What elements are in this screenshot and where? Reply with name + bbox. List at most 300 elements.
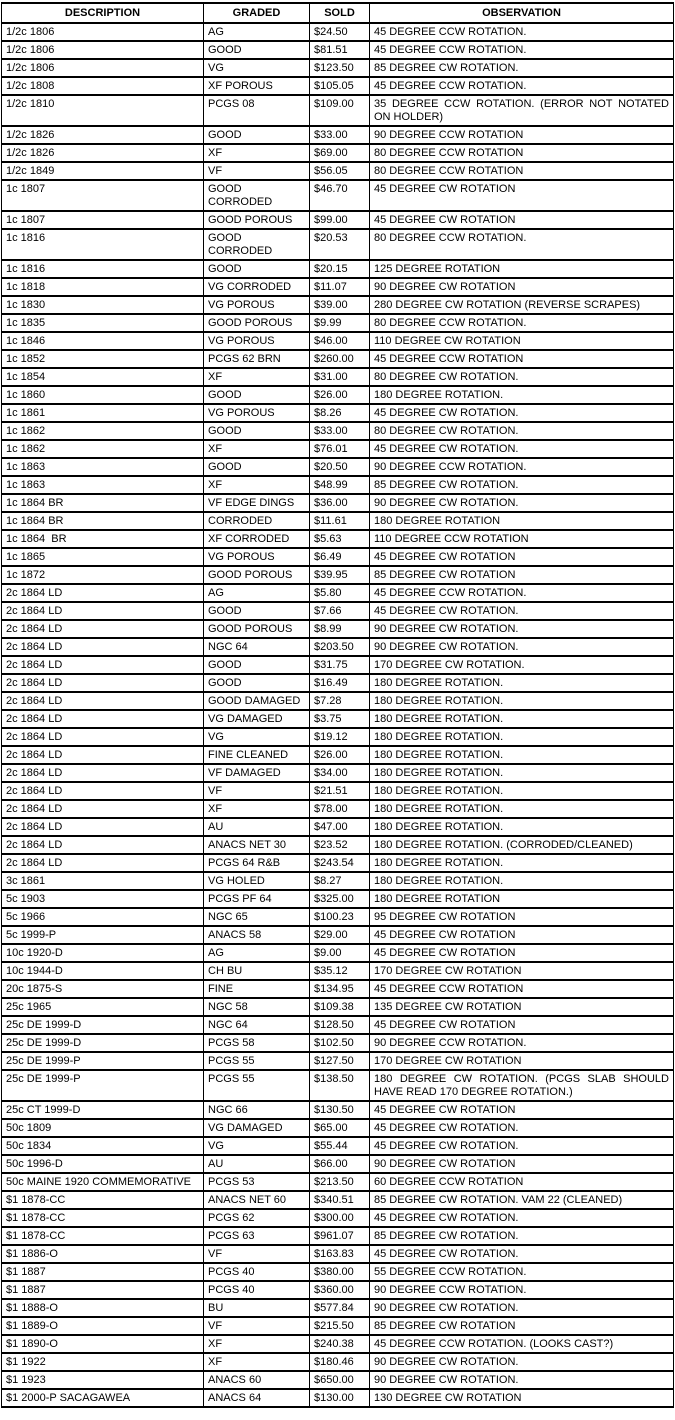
graded-cell: FINE CLEANED xyxy=(204,746,310,764)
sold-cell: $16.49 xyxy=(310,674,370,692)
observation-cell: 180 DEGREE ROTATION. xyxy=(370,872,674,890)
sold-cell: $215.50 xyxy=(310,1317,370,1335)
graded-cell: ANACS 58 xyxy=(204,926,310,944)
description-cell: 2c 1864 LD xyxy=(2,818,204,836)
graded-cell: VF EDGE DINGS xyxy=(204,494,310,512)
graded-cell: GOOD xyxy=(204,422,310,440)
description-cell: 5c 1966 xyxy=(2,908,204,926)
table-row xyxy=(2,1209,674,1227)
table-row xyxy=(2,1155,674,1173)
description-cell: $1 1887 xyxy=(2,1281,204,1299)
table-row xyxy=(2,211,674,229)
graded-cell: XF xyxy=(204,440,310,458)
table-row xyxy=(2,1263,674,1281)
observation-cell: 180 DEGREE ROTATION. (CORRODED/CLEANED) xyxy=(370,836,674,854)
table-row xyxy=(2,162,674,180)
sold-cell: $31.75 xyxy=(310,656,370,674)
graded-cell: GOOD CORRODED xyxy=(204,229,310,260)
sold-cell: $9.99 xyxy=(310,314,370,332)
graded-cell: GOOD xyxy=(204,674,310,692)
description-cell: 2c 1864 LD xyxy=(2,584,204,602)
table-row xyxy=(2,728,674,746)
observation-cell: 45 DEGREE CW ROTATION xyxy=(370,944,674,962)
description-cell: 1c 1830 xyxy=(2,296,204,314)
graded-cell: AG xyxy=(204,944,310,962)
table-row xyxy=(2,1034,674,1052)
description-cell: 1c 1852 xyxy=(2,350,204,368)
observation-cell: 85 DEGREE CW ROTATION. xyxy=(370,476,674,494)
observation-cell: 90 DEGREE CW ROTATION xyxy=(370,278,674,296)
description-cell: 1/2c 1806 xyxy=(2,41,204,59)
sold-cell: $47.00 xyxy=(310,818,370,836)
description-cell: $1 1888-O xyxy=(2,1299,204,1317)
sold-cell: $46.70 xyxy=(310,180,370,211)
graded-cell: GOOD xyxy=(204,126,310,144)
table-row xyxy=(2,296,674,314)
table-row xyxy=(2,530,674,548)
graded-cell: VG POROUS xyxy=(204,404,310,422)
graded-cell: VG DAMAGED xyxy=(204,710,310,728)
graded-cell: GOOD POROUS xyxy=(204,620,310,638)
graded-cell: VG HOLED xyxy=(204,872,310,890)
table-row xyxy=(2,278,674,296)
description-cell: 2c 1864 LD xyxy=(2,674,204,692)
sold-cell: $9.00 xyxy=(310,944,370,962)
sold-cell: $39.00 xyxy=(310,296,370,314)
observation-cell: 170 DEGREE CW ROTATION xyxy=(370,962,674,980)
sold-cell: $577.84 xyxy=(310,1299,370,1317)
graded-cell: GOOD POROUS xyxy=(204,566,310,584)
graded-cell: XF xyxy=(204,144,310,162)
table-row xyxy=(2,1070,674,1101)
description-cell: 10c 1944-D xyxy=(2,962,204,980)
table-row xyxy=(2,566,674,584)
graded-cell: NGC 58 xyxy=(204,998,310,1016)
description-cell: 1c 1818 xyxy=(2,278,204,296)
table-row xyxy=(2,836,674,854)
observation-cell: 95 DEGREE CW ROTATION xyxy=(370,908,674,926)
observation-cell: 45 DEGREE CCW ROTATION xyxy=(370,980,674,998)
observation-cell: 80 DEGREE CCW ROTATION. xyxy=(370,229,674,260)
sold-cell: $109.38 xyxy=(310,998,370,1016)
graded-cell: VG POROUS xyxy=(204,332,310,350)
observation-cell: 135 DEGREE CW ROTATION xyxy=(370,998,674,1016)
graded-cell: PCGS 62 xyxy=(204,1209,310,1227)
graded-cell: PCGS 08 xyxy=(204,95,310,126)
description-cell: 1c 1862 xyxy=(2,440,204,458)
graded-cell: XF xyxy=(204,800,310,818)
table-row xyxy=(2,1353,674,1371)
sold-cell: $127.50 xyxy=(310,1052,370,1070)
description-cell: 1c 1807 xyxy=(2,180,204,211)
description-cell: 1/2c 1826 xyxy=(2,144,204,162)
sold-cell: $100.23 xyxy=(310,908,370,926)
sold-cell: $99.00 xyxy=(310,211,370,229)
sold-cell: $11.07 xyxy=(310,278,370,296)
observation-cell: 170 DEGREE CW ROTATION xyxy=(370,1052,674,1070)
coin-rotation-sales-table xyxy=(1,2,674,1408)
sold-cell: $20.53 xyxy=(310,229,370,260)
observation-cell: 45 DEGREE CW ROTATION. xyxy=(370,1245,674,1263)
sold-cell: $26.00 xyxy=(310,746,370,764)
graded-cell: PCGS PF 64 xyxy=(204,890,310,908)
table-row xyxy=(2,314,674,332)
observation-cell: 90 DEGREE CW ROTATION. xyxy=(370,1299,674,1317)
description-cell: 25c DE 1999-P xyxy=(2,1052,204,1070)
sold-cell: $23.52 xyxy=(310,836,370,854)
description-cell: $1 1923 xyxy=(2,1371,204,1389)
graded-cell: CORRODED xyxy=(204,512,310,530)
description-cell: 1c 1807 xyxy=(2,211,204,229)
table-row xyxy=(2,1173,674,1191)
table-row xyxy=(2,1016,674,1034)
table-row xyxy=(2,746,674,764)
observation-cell: 85 DEGREE CW ROTATION. VAM 22 (CLEANED) xyxy=(370,1191,674,1209)
description-cell: 2c 1864 LD xyxy=(2,854,204,872)
sold-cell: $134.95 xyxy=(310,980,370,998)
graded-cell: XF POROUS xyxy=(204,77,310,95)
sold-cell: $31.00 xyxy=(310,368,370,386)
table-row xyxy=(2,1227,674,1245)
graded-cell: AU xyxy=(204,818,310,836)
table-row xyxy=(2,1335,674,1353)
description-cell: 2c 1864 LD xyxy=(2,602,204,620)
description-cell: 5c 1903 xyxy=(2,890,204,908)
observation-cell: 45 DEGREE CW ROTATION. xyxy=(370,404,674,422)
sold-cell: $48.99 xyxy=(310,476,370,494)
sold-cell: $5.63 xyxy=(310,530,370,548)
observation-cell: 85 DEGREE CW ROTATION xyxy=(370,1317,674,1335)
description-cell: 25c CT 1999-D xyxy=(2,1101,204,1119)
description-cell: 1c 1872 xyxy=(2,566,204,584)
description-cell: 2c 1864 LD xyxy=(2,746,204,764)
sold-cell: $123.50 xyxy=(310,59,370,77)
sold-cell: $130.50 xyxy=(310,1101,370,1119)
table-row xyxy=(2,422,674,440)
observation-cell: 45 DEGREE CW ROTATION xyxy=(370,548,674,566)
table-row xyxy=(2,229,674,260)
observation-cell: 80 DEGREE CCW ROTATION xyxy=(370,144,674,162)
graded-cell: GOOD xyxy=(204,602,310,620)
table-row xyxy=(2,494,674,512)
sold-cell: $213.50 xyxy=(310,1173,370,1191)
sold-cell: $24.50 xyxy=(310,23,370,41)
observation-cell: 125 DEGREE ROTATION xyxy=(370,260,674,278)
observation-cell: 80 DEGREE CW ROTATION. xyxy=(370,368,674,386)
graded-cell: VF DAMAGED xyxy=(204,764,310,782)
table-row xyxy=(2,1137,674,1155)
table-row xyxy=(2,674,674,692)
sold-cell: $180.46 xyxy=(310,1353,370,1371)
sold-cell: $138.50 xyxy=(310,1070,370,1101)
sold-cell: $55.44 xyxy=(310,1137,370,1155)
observation-cell: 80 DEGREE CCW ROTATION. xyxy=(370,314,674,332)
graded-cell: AG xyxy=(204,584,310,602)
description-cell: 1c 1816 xyxy=(2,260,204,278)
observation-cell: 170 DEGREE CW ROTATION. xyxy=(370,656,674,674)
observation-cell: 45 DEGREE CCW ROTATION xyxy=(370,350,674,368)
table-row xyxy=(2,638,674,656)
observation-cell: 45 DEGREE CCW ROTATION. xyxy=(370,77,674,95)
sold-cell: $105.05 xyxy=(310,77,370,95)
table-row xyxy=(2,926,674,944)
description-cell: 5c 1999-P xyxy=(2,926,204,944)
sold-cell: $81.51 xyxy=(310,41,370,59)
table-row xyxy=(2,260,674,278)
graded-cell: PCGS 53 xyxy=(204,1173,310,1191)
table-row xyxy=(2,1389,674,1407)
sold-cell: $78.00 xyxy=(310,800,370,818)
sold-cell: $69.00 xyxy=(310,144,370,162)
observation-cell: 110 DEGREE CCW ROTATION xyxy=(370,530,674,548)
sold-cell: $340.51 xyxy=(310,1191,370,1209)
observation-cell: 90 DEGREE CW ROTATION. xyxy=(370,494,674,512)
description-cell: 2c 1864 LD xyxy=(2,782,204,800)
graded-cell: ANACS 64 xyxy=(204,1389,310,1407)
description-cell: 50c MAINE 1920 COMMEMORATIVE xyxy=(2,1173,204,1191)
graded-cell: GOOD CORRODED xyxy=(204,180,310,211)
description-cell: $1 1878-CC xyxy=(2,1191,204,1209)
sold-cell: $6.49 xyxy=(310,548,370,566)
table-row xyxy=(2,890,674,908)
observation-cell: 45 DEGREE CW ROTATION xyxy=(370,180,674,211)
table-row xyxy=(2,59,674,77)
sold-cell: $203.50 xyxy=(310,638,370,656)
description-cell: 1c 1860 xyxy=(2,386,204,404)
observation-cell: 90 DEGREE CCW ROTATION xyxy=(370,126,674,144)
graded-cell: GOOD xyxy=(204,260,310,278)
observation-cell: 180 DEGREE ROTATION. xyxy=(370,746,674,764)
description-cell: $1 1889-O xyxy=(2,1317,204,1335)
table-row xyxy=(2,1101,674,1119)
sold-cell: $240.38 xyxy=(310,1335,370,1353)
description-cell: $1 1886-O xyxy=(2,1245,204,1263)
graded-cell: VG xyxy=(204,1137,310,1155)
table-row xyxy=(2,77,674,95)
observation-cell: 180 DEGREE ROTATION. xyxy=(370,854,674,872)
sold-cell: $19.12 xyxy=(310,728,370,746)
description-cell: 1c 1846 xyxy=(2,332,204,350)
table-row xyxy=(2,1052,674,1070)
observation-cell: 180 DEGREE ROTATION. xyxy=(370,710,674,728)
graded-cell: GOOD xyxy=(204,386,310,404)
description-cell: 2c 1864 LD xyxy=(2,800,204,818)
observation-cell: 90 DEGREE CCW ROTATION. xyxy=(370,1281,674,1299)
observation-cell: 180 DEGREE ROTATION. xyxy=(370,782,674,800)
sold-cell: $26.00 xyxy=(310,386,370,404)
description-cell: 50c 1996-D xyxy=(2,1155,204,1173)
description-cell: 1/2c 1810 xyxy=(2,95,204,126)
observation-cell: 55 DEGREE CCW ROTATION. xyxy=(370,1263,674,1281)
table-row xyxy=(2,386,674,404)
table-row xyxy=(2,692,674,710)
graded-cell: XF xyxy=(204,1335,310,1353)
graded-cell: FINE xyxy=(204,980,310,998)
observation-cell: 45 DEGREE CCW ROTATION. xyxy=(370,23,674,41)
sold-cell: $29.00 xyxy=(310,926,370,944)
sold-cell: $21.51 xyxy=(310,782,370,800)
sold-cell: $5.80 xyxy=(310,584,370,602)
table-row xyxy=(2,584,674,602)
graded-cell: GOOD xyxy=(204,656,310,674)
graded-cell: GOOD POROUS xyxy=(204,211,310,229)
graded-cell: PCGS 62 BRN xyxy=(204,350,310,368)
graded-cell: XF xyxy=(204,1353,310,1371)
description-cell: 2c 1864 LD xyxy=(2,620,204,638)
graded-cell: PCGS 40 xyxy=(204,1263,310,1281)
sold-cell: $130.00 xyxy=(310,1389,370,1407)
sold-cell: $76.01 xyxy=(310,440,370,458)
graded-cell: XF CORRODED xyxy=(204,530,310,548)
graded-cell: PCGS 55 xyxy=(204,1070,310,1101)
observation-cell: 180 DEGREE ROTATION. xyxy=(370,818,674,836)
graded-cell: VG DAMAGED xyxy=(204,1119,310,1137)
observation-cell: 45 DEGREE CW ROTATION xyxy=(370,926,674,944)
sold-cell: $39.95 xyxy=(310,566,370,584)
table-row xyxy=(2,764,674,782)
graded-cell: AG xyxy=(204,23,310,41)
graded-cell: PCGS 58 xyxy=(204,1034,310,1052)
graded-cell: BU xyxy=(204,1299,310,1317)
description-cell: $1 1878-CC xyxy=(2,1209,204,1227)
observation-cell: 45 DEGREE CCW ROTATION. xyxy=(370,41,674,59)
sold-cell: $46.00 xyxy=(310,332,370,350)
graded-cell: AU xyxy=(204,1155,310,1173)
observation-cell: 90 DEGREE CW ROTATION. xyxy=(370,638,674,656)
graded-cell: ANACS 60 xyxy=(204,1371,310,1389)
sold-cell: $66.00 xyxy=(310,1155,370,1173)
observation-cell: 45 DEGREE CCW ROTATION. xyxy=(370,584,674,602)
table-row xyxy=(2,602,674,620)
table-row xyxy=(2,1371,674,1389)
sold-cell: $360.00 xyxy=(310,1281,370,1299)
sold-cell: $7.66 xyxy=(310,602,370,620)
table-row xyxy=(2,854,674,872)
description-cell: 50c 1834 xyxy=(2,1137,204,1155)
graded-cell: CH BU xyxy=(204,962,310,980)
sold-cell: $20.15 xyxy=(310,260,370,278)
observation-cell: 130 DEGREE CW ROTATION xyxy=(370,1389,674,1407)
observation-cell: 180 DEGREE ROTATION xyxy=(370,890,674,908)
observation-cell: 60 DEGREE CCW ROTATION xyxy=(370,1173,674,1191)
table-row xyxy=(2,95,674,126)
table-row xyxy=(2,656,674,674)
description-cell: 1c 1865 xyxy=(2,548,204,566)
graded-cell: GOOD DAMAGED xyxy=(204,692,310,710)
table-row xyxy=(2,782,674,800)
sold-cell: $7.28 xyxy=(310,692,370,710)
description-cell: 1/2c 1806 xyxy=(2,59,204,77)
description-cell: 2c 1864 LD xyxy=(2,836,204,854)
table-row xyxy=(2,512,674,530)
description-cell: $1 1878-CC xyxy=(2,1227,204,1245)
graded-cell: NGC 64 xyxy=(204,1016,310,1034)
description-cell: 50c 1809 xyxy=(2,1119,204,1137)
sold-cell: $243.54 xyxy=(310,854,370,872)
graded-cell: PCGS 55 xyxy=(204,1052,310,1070)
observation-cell: 180 DEGREE ROTATION. xyxy=(370,386,674,404)
description-cell: $1 1887 xyxy=(2,1263,204,1281)
graded-cell: VG xyxy=(204,59,310,77)
description-cell: 1c 1862 xyxy=(2,422,204,440)
observation-cell: 45 DEGREE CW ROTATION. xyxy=(370,602,674,620)
sold-cell: $33.00 xyxy=(310,422,370,440)
observation-cell: 180 DEGREE ROTATION. xyxy=(370,800,674,818)
table-row xyxy=(2,41,674,59)
sold-cell: $3.75 xyxy=(310,710,370,728)
sold-cell: $109.00 xyxy=(310,95,370,126)
graded-cell: GOOD POROUS xyxy=(204,314,310,332)
graded-cell: NGC 64 xyxy=(204,638,310,656)
sold-cell: $8.27 xyxy=(310,872,370,890)
table-row xyxy=(2,908,674,926)
table-row xyxy=(2,944,674,962)
graded-cell: PCGS 64 R&B xyxy=(204,854,310,872)
observation-cell: 110 DEGREE CW ROTATION xyxy=(370,332,674,350)
description-cell: 1c 1864 BR xyxy=(2,512,204,530)
description-cell: $1 1890-O xyxy=(2,1335,204,1353)
observation-cell: 85 DEGREE CW ROTATION. xyxy=(370,1227,674,1245)
table-body xyxy=(2,23,674,1407)
observation-cell: 90 DEGREE CW ROTATION xyxy=(370,1155,674,1173)
observation-cell: 45 DEGREE CW ROTATION xyxy=(370,1101,674,1119)
graded-cell: GOOD xyxy=(204,41,310,59)
table-row xyxy=(2,1245,674,1263)
description-cell: 1c 1864 BR xyxy=(2,530,204,548)
description-cell: $1 2000-P SACAGAWEA xyxy=(2,1389,204,1407)
observation-cell: 180 DEGREE ROTATION. xyxy=(370,692,674,710)
table-row xyxy=(2,404,674,422)
table-row xyxy=(2,126,674,144)
graded-cell: PCGS 40 xyxy=(204,1281,310,1299)
graded-cell: ANACS NET 30 xyxy=(204,836,310,854)
graded-cell: XF xyxy=(204,368,310,386)
graded-cell: VG xyxy=(204,728,310,746)
table-row xyxy=(2,1317,674,1335)
observation-cell: 80 DEGREE CCW ROTATION xyxy=(370,162,674,180)
table-row xyxy=(2,458,674,476)
sold-cell: $650.00 xyxy=(310,1371,370,1389)
description-cell: 1c 1861 xyxy=(2,404,204,422)
table-row xyxy=(2,180,674,211)
table-row xyxy=(2,980,674,998)
sold-cell: $163.83 xyxy=(310,1245,370,1263)
description-cell: 1c 1863 xyxy=(2,458,204,476)
sold-cell: $8.26 xyxy=(310,404,370,422)
observation-cell: 180 DEGREE ROTATION. xyxy=(370,764,674,782)
description-cell: 1c 1864 BR xyxy=(2,494,204,512)
observation-cell: 90 DEGREE CW ROTATION. xyxy=(370,1371,674,1389)
description-cell: 25c DE 1999-P xyxy=(2,1070,204,1101)
graded-cell: NGC 65 xyxy=(204,908,310,926)
table-row xyxy=(2,998,674,1016)
sold-cell: $380.00 xyxy=(310,1263,370,1281)
graded-cell: VG POROUS xyxy=(204,296,310,314)
graded-cell: XF xyxy=(204,476,310,494)
column-header-graded: GRADED xyxy=(204,3,310,23)
graded-cell: VG POROUS xyxy=(204,548,310,566)
graded-cell: PCGS 63 xyxy=(204,1227,310,1245)
sold-cell: $11.61 xyxy=(310,512,370,530)
observation-cell: 45 DEGREE CW ROTATION xyxy=(370,1016,674,1034)
observation-cell: 45 DEGREE CW ROTATION. xyxy=(370,1209,674,1227)
sold-cell: $128.50 xyxy=(310,1016,370,1034)
description-cell: 2c 1864 LD xyxy=(2,728,204,746)
description-cell: 10c 1920-D xyxy=(2,944,204,962)
description-cell: 2c 1864 LD xyxy=(2,638,204,656)
table-row xyxy=(2,350,674,368)
sold-cell: $33.00 xyxy=(310,126,370,144)
